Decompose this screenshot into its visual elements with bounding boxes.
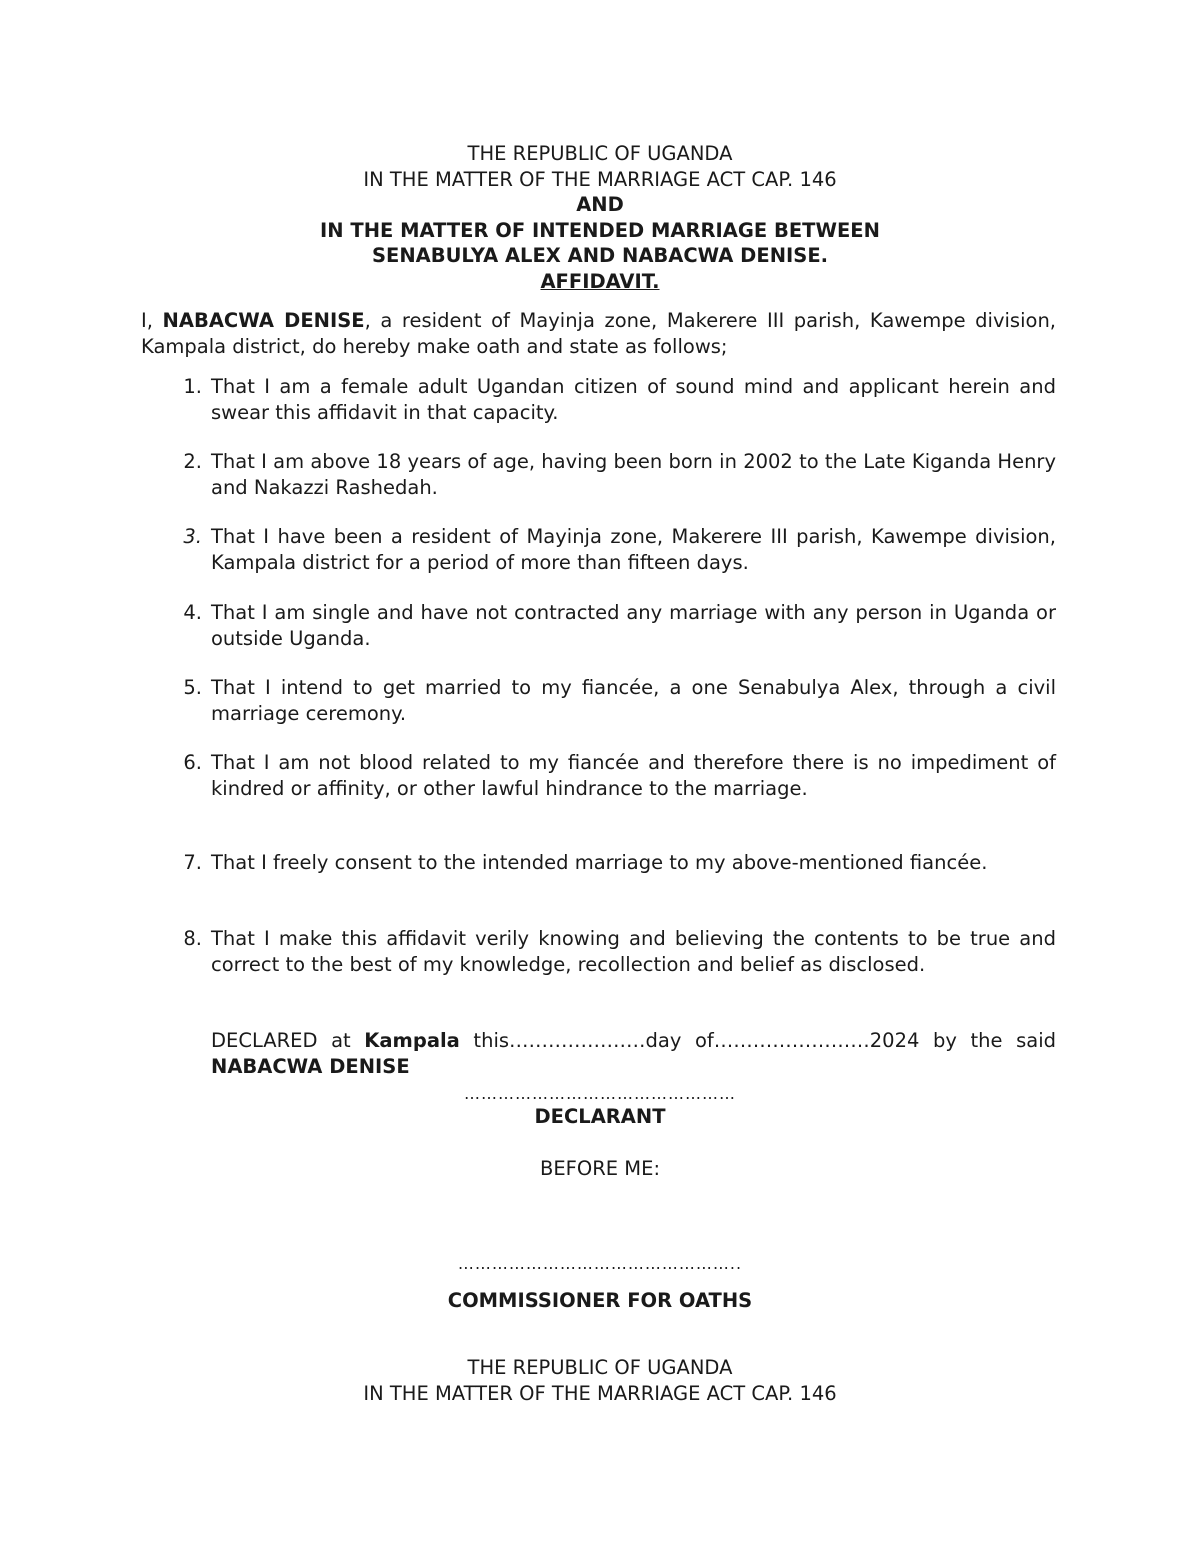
intro-prefix: I, [141, 309, 163, 332]
list-text: That I intend to get married to my fiancée, a one Senabulya Alex, through a civil marriage ceremony. [211, 676, 1056, 725]
intro-rest: , a resident of Mayinja zone, Makerere III parish, Kawempe division, Kampala district, do hereby make oath and state as follows; [141, 309, 1057, 358]
intro-paragraph [141, 308, 1056, 359]
list-number: 1. [183, 375, 202, 398]
list-number: 6. [183, 751, 202, 774]
list-item [141, 850, 1056, 876]
list-text: That I am not blood related to my fiancée and therefore there is no impediment of kindred or affinity, or other lawful hindrance to the marriage. [211, 751, 1056, 800]
footer-marriage-act: IN THE MATTER OF THE MARRIAGE ACT CAP. 146 [363, 1381, 837, 1405]
list-item [141, 750, 1056, 801]
header-republic: THE REPUBLIC OF UGANDA [467, 142, 733, 165]
header-and: AND [576, 193, 624, 216]
list-text: That I am above 18 years of age, having been born in 2002 to the Late Kiganda Henry and Nakazzi Rashedah. [211, 450, 1056, 499]
header-marriage-act: IN THE MATTER OF THE MARRIAGE ACT CAP. 146 [363, 167, 837, 191]
declaration-middle: this…………………day of……………………2024 by the said [459, 1029, 1057, 1052]
footer-republic: THE REPUBLIC OF UGANDA [467, 1356, 733, 1379]
declarant-label: DECLARANT [534, 1105, 666, 1128]
list-number: 2. [183, 450, 202, 473]
list-number: 7. [183, 851, 202, 874]
document-header [0, 141, 1200, 294]
list-text: That I make this affidavit verily knowing and believing the contents to be true and correct to the best of my knowledge, recollection and belief as disclosed. [211, 927, 1056, 976]
list-item [141, 374, 1056, 425]
list-item [141, 449, 1056, 500]
list-number: 4. [183, 601, 202, 624]
commissioner-signature-line: ………………………………………….. [457, 1254, 743, 1273]
list-item [141, 926, 1056, 977]
list-text: That I freely consent to the intended marriage to my above-mentioned fiancée. [211, 851, 988, 874]
list-item [141, 600, 1056, 651]
declaration-prefix: DECLARED at [211, 1029, 365, 1052]
before-me-label: BEFORE ME: [539, 1157, 661, 1180]
list-text: That I have been a resident of Mayinja zone, Makerere III parish, Kawempe division, Kampala district for a period of more than fifteen days. [211, 525, 1056, 574]
declaration-name: NABACWA DENISE [211, 1054, 410, 1078]
declarant-signature-line: ………………………………………… [464, 1084, 736, 1103]
header-intended-marriage: IN THE MATTER OF INTENDED MARRIAGE BETWEEN [320, 218, 880, 242]
document-title: AFFIDAVIT. [540, 269, 660, 293]
list-number: 5. [183, 676, 202, 699]
list-text: That I am a female adult Ugandan citizen of sound mind and applicant herein and swear this affidavit in that capacity. [211, 375, 1056, 424]
declaration-paragraph [211, 1028, 1056, 1079]
list-number: 3. [183, 525, 202, 548]
commissioner-label: COMMISSIONER FOR OATHS [447, 1289, 753, 1312]
list-item [141, 675, 1056, 726]
list-item [141, 524, 1056, 575]
header-parties: SENABULYA ALEX AND NABACWA DENISE. [371, 244, 829, 267]
list-number: 8. [183, 927, 202, 950]
intro-name: NABACWA DENISE [162, 309, 365, 332]
list-text: That I am single and have not contracted any marriage with any person in Uganda or outside Uganda. [211, 601, 1056, 650]
declaration-place: Kampala [364, 1029, 460, 1052]
next-page-header [0, 1355, 1200, 1406]
